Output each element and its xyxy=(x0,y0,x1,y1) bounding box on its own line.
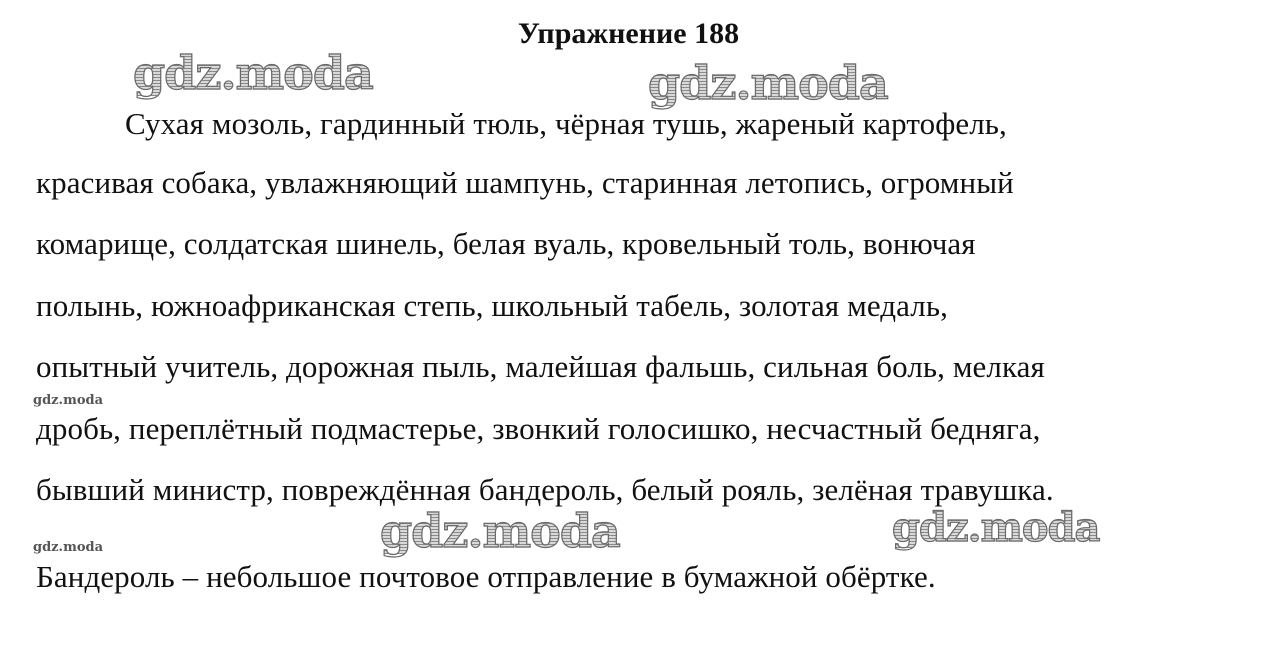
text-line-4: полынь, южноафриканская степь, школьный табель, золотая медаль, xyxy=(36,288,948,323)
exercise-title: Упражнение 188 xyxy=(517,17,740,50)
text-line-3: комарище, солдатская шинель, белая вуаль, кровельный толь, вонючая xyxy=(36,226,976,261)
text-line-1: Сухая мозоль, гардинный тюль, чёрная тушь, жареный картофель, xyxy=(125,106,1007,141)
watermark-small: gdz.moda xyxy=(33,393,104,408)
watermark-logo: gdz.moda xyxy=(892,504,1100,551)
watermark-small: gdz.moda xyxy=(33,540,104,555)
text-line-6: дробь, переплётный подмастерье, звонкий голосишко, несчастный бедняга, xyxy=(36,411,1041,446)
watermark-logo: gdz.moda xyxy=(648,56,888,110)
text-line-2: красивая собака, увлажняющий шампунь, старинная летопись, огромный xyxy=(36,165,1014,200)
text-line-5: опытный учитель, дорожная пыль, малейшая фальшь, сильная боль, мелкая xyxy=(36,349,1045,384)
watermark-logo: gdz.moda xyxy=(380,504,620,558)
watermark-logo: gdz.moda xyxy=(133,46,373,100)
definition-note: Бандероль – небольшое почтовое отправление в бумажной обёртке. xyxy=(36,559,936,594)
text-line-7: бывший министр, повреждённая бандероль, белый рояль, зелёная травушка. xyxy=(36,472,1054,507)
